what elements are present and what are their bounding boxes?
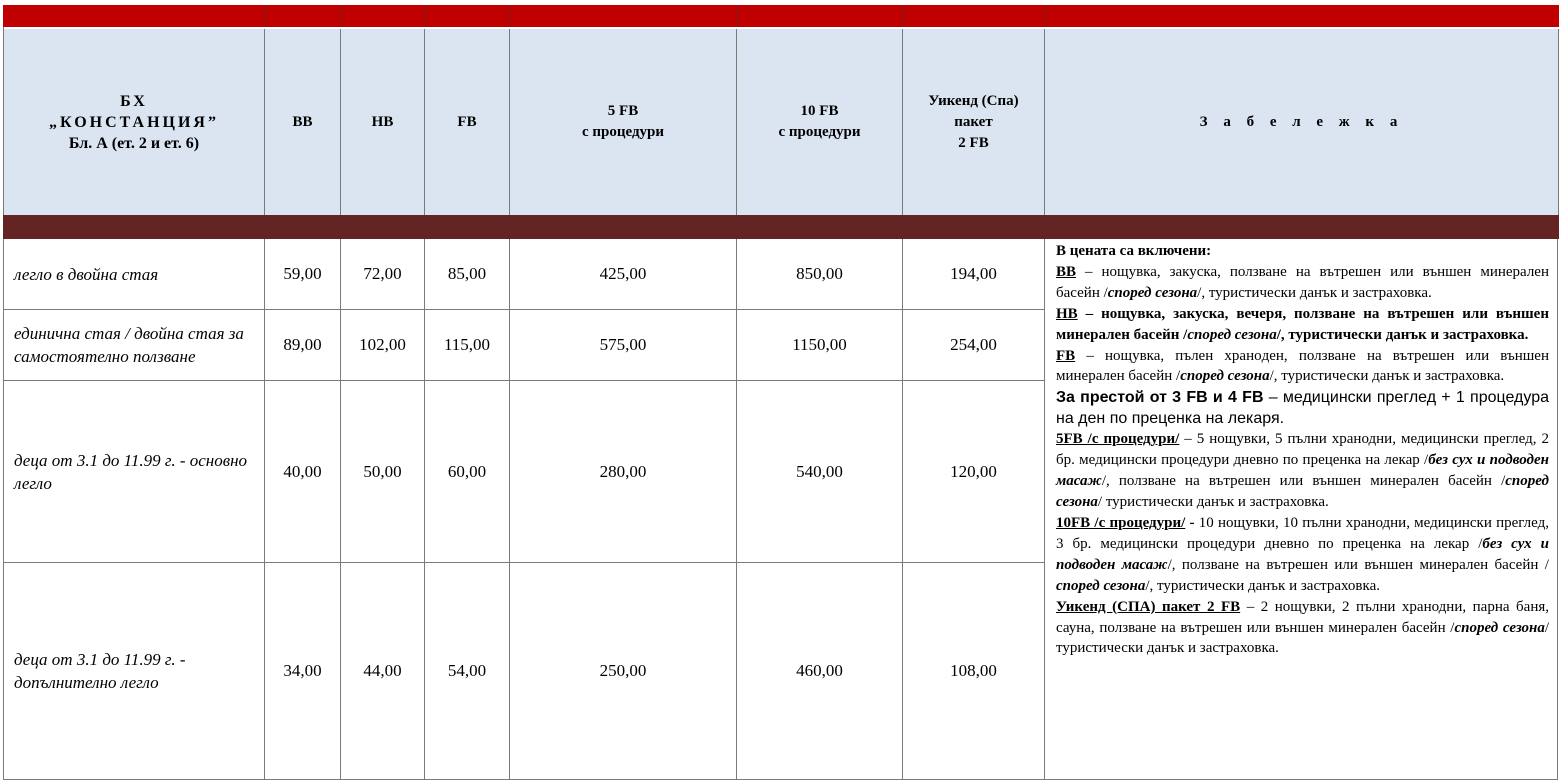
notes-cell	[1045, 239, 1558, 780]
price-weekend: 108,00	[903, 563, 1045, 780]
term-5fb: 5FB /с процедури/	[1056, 431, 1180, 448]
price-table	[3, 5, 1559, 780]
header-hb	[341, 29, 425, 216]
bar-divider	[340, 5, 341, 27]
header-hotel	[3, 29, 265, 216]
notes-5fb	[1056, 429, 1549, 513]
price-5fb: 425,00	[510, 239, 737, 310]
notes-spa	[1056, 597, 1549, 660]
price-5fb: 575,00	[510, 310, 737, 381]
notes-text: / туристически данък и застраховка.	[1056, 619, 1549, 657]
notes-stay	[1056, 387, 1549, 429]
notes-text: – нощувка, закуска, вечеря, ползване на вътрешен или външен минерален басейн /	[1056, 305, 1549, 343]
bar-divider	[902, 5, 903, 27]
term-hb: HB	[1056, 305, 1078, 322]
notes-intro: В цената са включени:	[1056, 243, 1212, 259]
price-bb: 40,00	[265, 381, 341, 563]
price-fb: 85,00	[425, 239, 510, 310]
notes-text: /, ползване на вътрешен или външен минерален басейн /	[1101, 473, 1506, 490]
notes-text: /, туристически данък и застраховка.	[1145, 577, 1380, 594]
header-hotel-block: Бл. А (ет. 2 и ет. 6)	[68, 134, 200, 152]
notes-text: – 5 нощувки, 5 пълни хранодни, медицински преглед, 2 бр. медицински процедури дневно по преценка на лекар /	[1056, 431, 1549, 469]
bar-divider	[1044, 5, 1045, 27]
notes-text: /, туристически данък и застраховка.	[1276, 326, 1529, 343]
notes-text: /, туристически данък и застраховка.	[1269, 368, 1505, 385]
bar-divider	[264, 5, 265, 27]
notes-emph: според сезона	[1056, 577, 1146, 594]
price-10fb: 540,00	[737, 381, 903, 563]
notes-text: – нощувка, пълен хранoден, ползване на вътрешен или външен минерален басейн /	[1056, 347, 1549, 385]
notes-emph: без сух и подводен масаж	[1056, 535, 1549, 573]
price-10fb: 850,00	[737, 239, 903, 310]
header-5fb-sub: с процедури	[581, 124, 665, 140]
bar-divider	[509, 5, 510, 27]
notes-text: – 2 нощувки, 2 пълни хранодни, парна баня, сауна, ползване на вътрешен или външен минерален басейн /	[1056, 598, 1550, 636]
notes-emph: според сезона	[1107, 284, 1198, 301]
notes-emph: според сезона	[1454, 619, 1545, 636]
term-bb: BB	[1056, 263, 1077, 280]
header-5fb-title: 5 FB	[607, 103, 639, 119]
price-fb: 54,00	[425, 563, 510, 780]
table-row-label: деца от 3.1 до 11.99 г. - допълнително легло	[3, 563, 265, 780]
term-spa: Уикенд (СПА) пакет 2 FB	[1056, 598, 1241, 615]
header-bb-label: BB	[292, 113, 313, 130]
price-bb: 89,00	[265, 310, 341, 381]
table-row-label: легло в двойна стая	[3, 239, 265, 310]
notes-fb	[1056, 346, 1549, 388]
notes-text: /, ползване на вътрешен или външен минерален басейн /	[1167, 556, 1549, 573]
header-10fb-title: 10 FB	[800, 103, 839, 119]
notes-bb	[1056, 262, 1549, 304]
notes-emph: според сезона	[1180, 368, 1270, 385]
notes-10fb	[1056, 513, 1549, 597]
price-5fb: 280,00	[510, 381, 737, 563]
price-weekend: 194,00	[903, 239, 1045, 310]
price-weekend: 120,00	[903, 381, 1045, 563]
notes-emph: За престой от 3 FB и 4 FB	[1056, 389, 1264, 407]
term-fb: FB	[1056, 347, 1076, 364]
bar-divider	[424, 5, 425, 27]
term-10fb: 10FB /с процедури/	[1056, 514, 1186, 531]
top-red-bar	[3, 5, 1559, 27]
price-10fb: 460,00	[737, 563, 903, 780]
notes-emph: според сезона	[1056, 473, 1549, 511]
notes-text: – медицински преглед + 1 процедура на ден по преценка на лекаря.	[1056, 389, 1549, 428]
header-hotel-line1: БХ	[120, 92, 148, 110]
price-hb: 50,00	[341, 381, 425, 563]
header-bb	[265, 29, 341, 216]
price-fb: 60,00	[425, 381, 510, 563]
header-notes-label: З а б е л е ж к а	[1199, 113, 1404, 130]
price-hb: 102,00	[341, 310, 425, 381]
header-hotel-name: „КОНСТАНЦИЯ”	[49, 113, 219, 131]
price-bb: 34,00	[265, 563, 341, 780]
header-weekend-fb: 2 FB	[958, 134, 989, 151]
price-fb: 115,00	[425, 310, 510, 381]
header-5fb	[510, 29, 737, 216]
notes-text: -	[1185, 514, 1199, 531]
header-10fb	[737, 29, 903, 216]
section-band	[3, 215, 1559, 239]
header-10fb-sub: с процедури	[778, 124, 861, 140]
notes-emph: без сух и подводен масаж	[1056, 452, 1549, 490]
notes-emph: според сезона	[1187, 326, 1277, 343]
header-fb-label: FB	[457, 113, 477, 130]
price-bb: 59,00	[265, 239, 341, 310]
price-5fb: 250,00	[510, 563, 737, 780]
notes-text: 10 нощувки, 10 пълни хранодни, медицински преглед, 3 бр. медицински процедури дневно по преценка на лекар /	[1056, 514, 1549, 552]
header-weekend-sub: пакет	[954, 113, 993, 130]
header-weekend	[903, 29, 1045, 216]
table-row-label: единична стая / двойна стая за самостоятелно ползване	[3, 310, 265, 381]
price-10fb: 1150,00	[737, 310, 903, 381]
notes-text: / туристически данък и застраховка.	[1097, 494, 1329, 511]
table-row-label: деца от 3.1 до 11.99 г. - основно легло	[3, 381, 265, 563]
price-hb: 72,00	[341, 239, 425, 310]
header-weekend-title: Уикенд (Спа)	[928, 92, 1019, 109]
header-notes	[1045, 29, 1559, 216]
price-hb: 44,00	[341, 563, 425, 780]
header-fb	[425, 29, 510, 216]
notes-text: – нощувка, закуска, ползване на вътрешен или външен минерален басейн /	[1056, 263, 1549, 301]
notes-hb	[1056, 304, 1549, 346]
header-hb-label: HB	[371, 113, 394, 130]
price-weekend: 254,00	[903, 310, 1045, 381]
bar-divider	[736, 5, 737, 27]
notes-text: /, туристически данък и застраховка.	[1197, 284, 1432, 301]
